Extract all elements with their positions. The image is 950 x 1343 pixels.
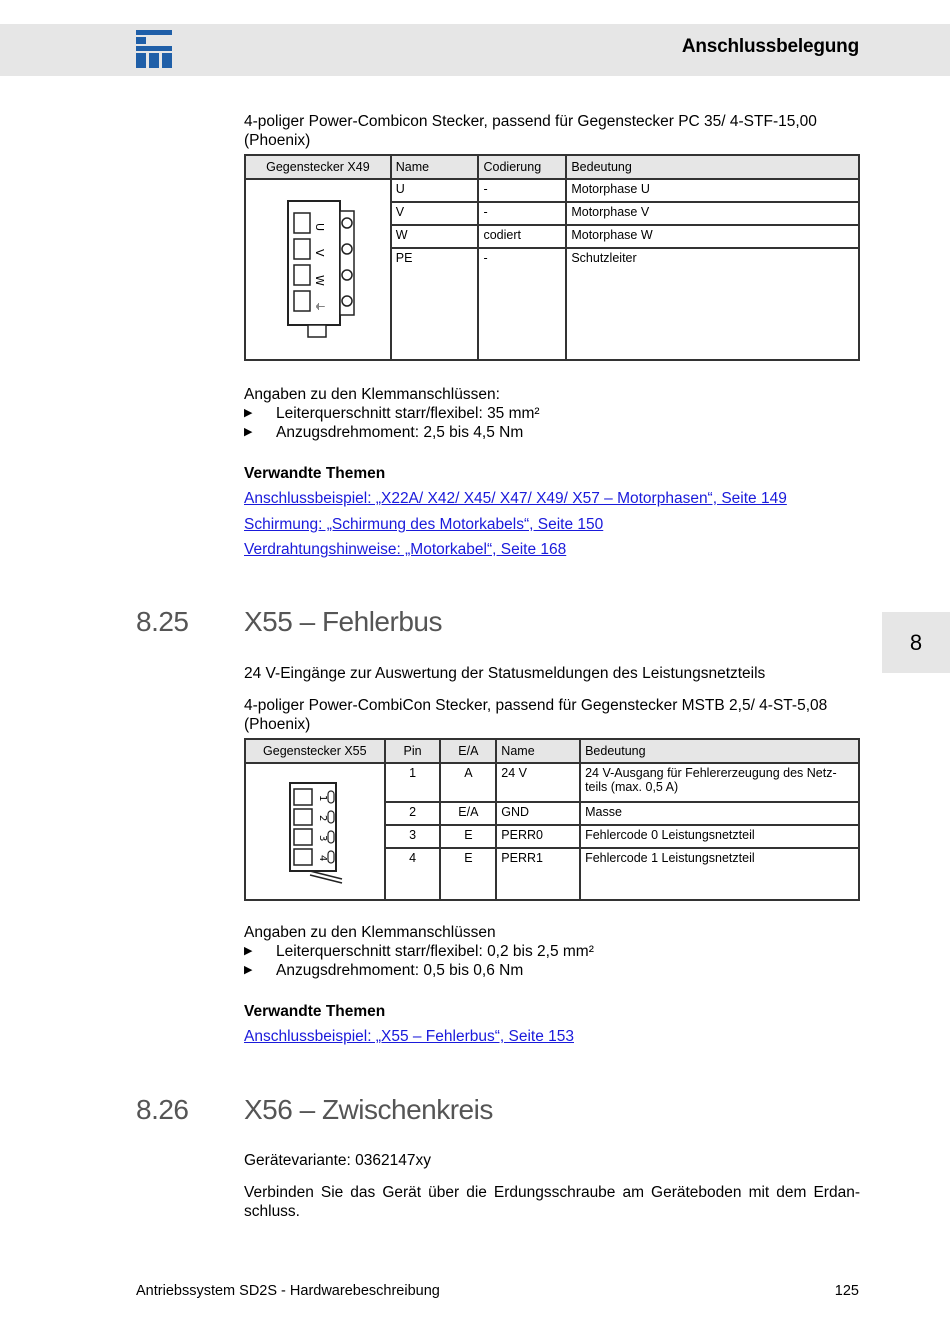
table-cell: E bbox=[440, 848, 496, 900]
table-cell: - bbox=[478, 179, 566, 202]
related-topics-heading: Verwandte Themen bbox=[244, 465, 386, 482]
section-number: 8.26 bbox=[136, 1094, 189, 1125]
table-header: Pin bbox=[385, 739, 441, 763]
connector-label: 1 bbox=[316, 795, 328, 802]
x55-pin-table bbox=[244, 738, 860, 901]
table-cell: 24 V-Ausgang für Fehlererzeugung des Netz-teils (max. 0,5 A) bbox=[580, 763, 859, 802]
table-cell: - bbox=[478, 202, 566, 225]
bullet-arrow-icon: ▶ bbox=[244, 407, 253, 419]
table-cell: 1 bbox=[385, 763, 441, 802]
section-title: X56 – Zwischenkreis bbox=[244, 1094, 493, 1125]
connector-label: 3 bbox=[316, 835, 328, 842]
related-topics-heading: Verwandte Themen bbox=[244, 1003, 386, 1020]
table-cell: Motorphase V bbox=[566, 202, 859, 225]
table-cell: 4 bbox=[385, 848, 441, 900]
connector-label: ⏚ bbox=[312, 301, 326, 312]
table-header: Codierung bbox=[478, 155, 566, 179]
section-number: 8.25 bbox=[136, 606, 189, 637]
table-cell: - bbox=[478, 248, 566, 360]
connector-label: W bbox=[312, 275, 326, 286]
table-cell: A bbox=[440, 763, 496, 802]
table-cell: 24 V bbox=[496, 763, 580, 802]
x49-pin-table bbox=[244, 154, 860, 361]
connector-label: 2 bbox=[316, 815, 328, 822]
table-cell: 2 bbox=[385, 802, 441, 825]
section-paragraph: 4-poliger Power-CombiCon Stecker, passend für Gegenstecker MSTB 2,5/ 4-ST-5,08 (Phoenix) bbox=[244, 697, 828, 733]
connector-label: 4 bbox=[316, 855, 328, 862]
related-link[interactable]: Verdrahtungshinweise: „Motorkabel“, Seite 168 bbox=[244, 541, 567, 558]
table-cell: 3 bbox=[385, 825, 441, 848]
table-cell: codiert bbox=[478, 225, 566, 248]
connector-label: U bbox=[312, 223, 326, 232]
bullet-arrow-icon: ▶ bbox=[244, 945, 253, 957]
footer-page-number: 125 bbox=[834, 1283, 859, 1299]
table-cell: PERR0 bbox=[496, 825, 580, 848]
chapter-tab[interactable]: 8 bbox=[882, 612, 950, 673]
section-paragraph: 24 V-Eingänge zur Auswertung der Statusmeldungen des Leistungsnetzteils bbox=[244, 665, 766, 682]
header-title: Anschlussbelegung bbox=[681, 36, 859, 57]
section-paragraph: Gerätevariante: 0362147xy bbox=[244, 1152, 431, 1169]
connector-label: V bbox=[312, 249, 326, 257]
table-cell: GND bbox=[496, 802, 580, 825]
table-cell: Masse bbox=[580, 802, 859, 825]
terminal-heading: Angaben zu den Klemmanschlüssen bbox=[244, 924, 496, 941]
table-header: Gegenstecker X55 bbox=[245, 739, 385, 763]
section-paragraph: Verbinden Sie das Gerät über die Erdungsschraube am Geräteboden mit dem Erdan-schluss. bbox=[244, 1184, 860, 1220]
terminal-heading: Angaben zu den Klemmanschlüssen: bbox=[244, 386, 500, 403]
table-cell: Motorphase W bbox=[566, 225, 859, 248]
table-cell: V bbox=[391, 202, 479, 225]
table-header: Bedeutung bbox=[566, 155, 859, 179]
x55-connector-icon bbox=[280, 775, 350, 885]
table-cell: E/A bbox=[440, 802, 496, 825]
table-cell: PE bbox=[391, 248, 479, 360]
related-link[interactable]: Anschlussbeispiel: „X55 – Fehlerbus“, Seite 153 bbox=[244, 1028, 574, 1045]
related-link[interactable]: Anschlussbeispiel: „X22A/ X42/ X45/ X47/ X49/ X57 – Motorphasen“, Seite 149 bbox=[244, 490, 787, 507]
table-cell: U bbox=[391, 179, 479, 202]
table-cell: Fehlercode 1 Leistungsnetzteil bbox=[580, 848, 859, 900]
table-cell: E bbox=[440, 825, 496, 848]
section-title: X55 – Fehlerbus bbox=[244, 606, 442, 637]
bullet-arrow-icon: ▶ bbox=[244, 964, 253, 976]
table-header: Bedeutung bbox=[580, 739, 859, 763]
connector-image-cell bbox=[245, 179, 391, 360]
footer-document-title: Antriebssystem SD2S - Hardwarebeschreibung bbox=[136, 1283, 440, 1299]
table-cell: W bbox=[391, 225, 479, 248]
bullet-arrow-icon: ▶ bbox=[244, 426, 253, 438]
table-cell: Motorphase U bbox=[566, 179, 859, 202]
connector-image-cell bbox=[245, 763, 385, 900]
table-cell: PERR1 bbox=[496, 848, 580, 900]
table-cell: Schutzleiter bbox=[566, 248, 859, 360]
table-cell: Fehlercode 0 Leistungsnetzteil bbox=[580, 825, 859, 848]
table-header: E/A bbox=[440, 739, 496, 763]
table-header: Gegenstecker X49 bbox=[245, 155, 391, 179]
company-logo bbox=[136, 30, 172, 68]
related-link[interactable]: Schirmung: „Schirmung des Motorkabels“, Seite 150 bbox=[244, 516, 604, 533]
table-header: Name bbox=[391, 155, 479, 179]
x49-intro: 4-poliger Power-Combicon Stecker, passend für Gegenstecker PC 35/ 4-STF-15,00 (Phoenix) bbox=[244, 113, 817, 149]
table-header: Name bbox=[496, 739, 580, 763]
x49-connector-icon bbox=[268, 193, 368, 343]
